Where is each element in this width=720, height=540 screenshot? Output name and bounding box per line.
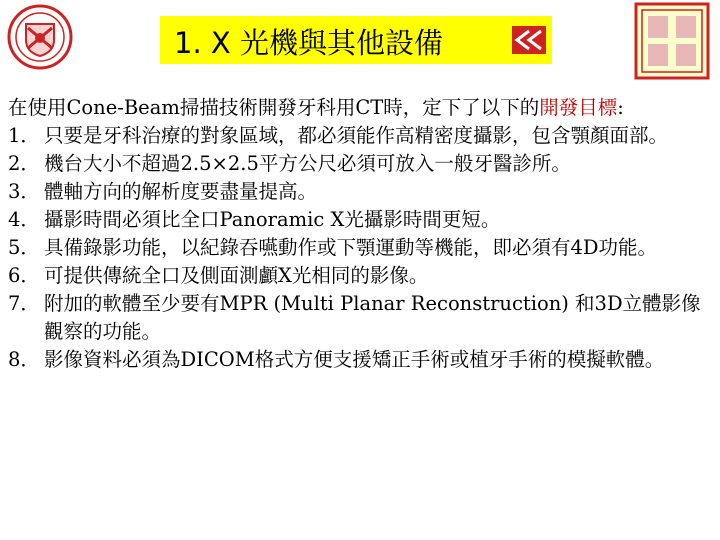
- item-text: 附加的軟體至少要有MPR (Multi Planar Reconstruction) 和3D立體影像觀察的功能。: [44, 292, 701, 343]
- item-number: 1．: [8, 124, 40, 147]
- item-text: 具備錄影功能，以紀錄吞嚥動作或下顎運動等機能，即必須有4D功能。: [44, 236, 658, 259]
- item-number: 4．: [8, 208, 40, 231]
- item-number: 7．: [8, 292, 40, 315]
- item-text: 只要是牙科治療的對象區域，都必須能作高精密度攝影，包含顎顏面部。: [44, 124, 669, 147]
- item-text: 機台大小不超過2.5×2.5平方公尺必須可放入一般牙醫診所。: [44, 152, 571, 175]
- item-number: 6．: [8, 264, 40, 287]
- list-item: [8, 206, 714, 234]
- list-item: [8, 262, 714, 290]
- goal-list: [8, 122, 714, 374]
- title-banner: [160, 16, 552, 64]
- item-text: 影像資料必須為DICOM格式方便支援矯正手術或植牙手術的模擬軟體。: [44, 348, 665, 371]
- intro-colon: :: [617, 96, 624, 119]
- item-number: 5．: [8, 236, 40, 259]
- school-emblem-icon: [6, 4, 74, 70]
- list-item: [8, 346, 714, 374]
- seal-logo-right: [634, 2, 710, 80]
- item-number: 3．: [8, 180, 40, 203]
- item-text: 體軸方向的解析度要盡量提高。: [44, 180, 318, 203]
- list-item: [8, 150, 714, 178]
- item-text: 可提供傳統全口及側面測顱X光相同的影像。: [44, 264, 429, 287]
- item-text: 攝影時間必須比全口Panoramic X光攝影時間更短。: [44, 208, 501, 231]
- school-logo-left: [6, 4, 74, 70]
- double-chevron-left-icon: [512, 26, 546, 54]
- list-item: [8, 178, 714, 206]
- slide-body: [8, 94, 714, 374]
- list-item: [8, 122, 714, 150]
- item-number: 8．: [8, 348, 40, 371]
- intro-paragraph: [8, 94, 714, 122]
- list-item: [8, 290, 714, 346]
- highlight-goal: 開發目標: [539, 96, 618, 119]
- slide-title: 1. X 光機與其他設備: [174, 26, 443, 60]
- item-number: 2．: [8, 152, 40, 175]
- seal-icon: [634, 2, 710, 80]
- intro-text: 在使用Cone-Beam掃描技術開發牙科用CT時，定下了以下的: [8, 96, 540, 119]
- list-item: [8, 234, 714, 262]
